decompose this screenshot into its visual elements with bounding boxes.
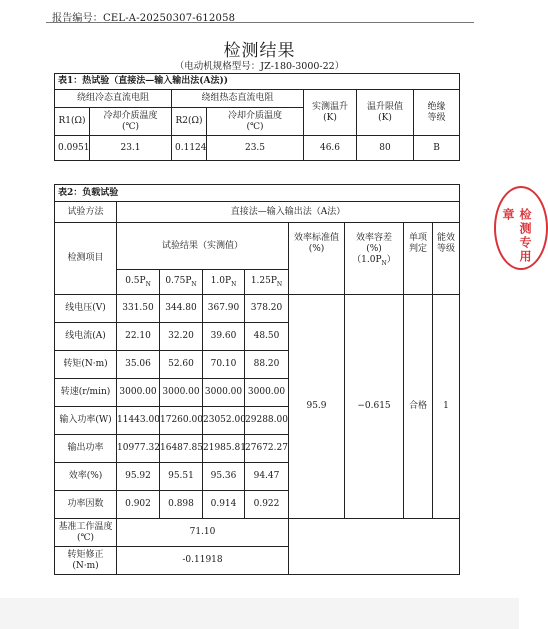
cell: 29288.00: [245, 407, 289, 435]
cell: 95.92: [117, 463, 160, 491]
cell: 378.20: [245, 295, 289, 323]
cell: 344.80: [160, 295, 203, 323]
table1-caption: 表1：热试验（直接法—输入输出法(A法)): [55, 74, 460, 90]
cell: 95.51: [160, 463, 203, 491]
cell: 32.20: [160, 323, 203, 351]
temp-rise-header: 实测温升 (K): [304, 90, 357, 136]
cell: 95.36: [203, 463, 245, 491]
hot-medium-header: 冷却介质温度 (℃): [207, 108, 304, 136]
insulation-value: B: [414, 136, 460, 161]
load-header: $1.25P_N$: [245, 270, 289, 295]
load-header: $0.5P_N$: [117, 270, 160, 295]
eff-std-header: 效率标准值 (%): [289, 223, 345, 295]
row-label: 转矩(N·m): [55, 351, 117, 379]
judgement-header: 单项 判定: [404, 223, 433, 295]
load-test-table: [54, 184, 460, 575]
load-header: $1.0P_N$: [203, 270, 245, 295]
cell: 88.20: [245, 351, 289, 379]
r1-header: R1(Ω): [55, 108, 90, 136]
cold-medium-header: 冷却介质温度 (℃): [90, 108, 172, 136]
row-label: 输入功率(W): [55, 407, 117, 435]
cell: 3000.00: [245, 379, 289, 407]
cell: 3000.00: [117, 379, 160, 407]
row-label: 转速(r/min): [55, 379, 117, 407]
cell: 21985.81: [203, 435, 245, 463]
table2-caption: 表2：负载试验: [55, 185, 460, 202]
grade-value: 1: [433, 295, 460, 519]
eff-tol-header: 效率容差 $(\%)(1.0P_N)$: [345, 223, 404, 295]
method-label: 试验方法: [55, 202, 117, 223]
item-label: 检测项目: [55, 223, 117, 295]
cell: 70.10: [203, 351, 245, 379]
cell: 0.914: [203, 491, 245, 519]
cell: 17260.00: [160, 407, 203, 435]
base-temp-value: 71.10: [117, 519, 289, 547]
cell: 3000.00: [160, 379, 203, 407]
cold-temp-value: 23.1: [90, 136, 172, 161]
r2-value: 0.1124: [172, 136, 207, 161]
cell: 52.60: [160, 351, 203, 379]
cell: 48.50: [245, 323, 289, 351]
seal-text: 检测专用章: [501, 208, 532, 264]
hot-resistance-group: 绕组热态直流电阻: [172, 90, 304, 108]
insulation-header: 绝缘 等级: [414, 90, 460, 136]
cell: 0.902: [117, 491, 160, 519]
cell: 0.898: [160, 491, 203, 519]
base-temp-label: 基准工作温度 (℃): [55, 519, 117, 547]
row-label: 线电流(A): [55, 323, 117, 351]
grade-header: 能效 等级: [433, 223, 460, 295]
cell: 94.47: [245, 463, 289, 491]
eff-tol-value: −0.615: [345, 295, 404, 519]
cell: 16487.85: [160, 435, 203, 463]
cell: 10977.32: [117, 435, 160, 463]
page-title: 检测结果: [223, 41, 296, 61]
temp-limit-header: 温升限值 (K): [357, 90, 414, 136]
inspection-seal: [494, 186, 548, 270]
results-label: 试验结果（实测值）: [117, 223, 289, 270]
cell: 39.60: [203, 323, 245, 351]
row-label: 输出功率: [55, 435, 117, 463]
torque-correction-label: 转矩修正 (N·m): [55, 547, 117, 575]
r2-header: R2(Ω): [172, 108, 207, 136]
torque-correction-value: -0.11918: [117, 547, 289, 575]
header-divider: [46, 22, 474, 23]
empty-block: [289, 519, 460, 575]
load-header: $0.75P_N$: [160, 270, 203, 295]
temp-rise-value: 46.6: [304, 136, 357, 161]
row-label: 效率(%): [55, 463, 117, 491]
report-number: 报告编号：CEL-A-20250307-612058: [52, 13, 236, 24]
cell: 11443.00: [117, 407, 160, 435]
cell: 22.10: [117, 323, 160, 351]
temp-limit-value: 80: [357, 136, 414, 161]
eff-std-value: 95.9: [289, 295, 345, 519]
row-label: 功率因数: [55, 491, 117, 519]
cell: 331.50: [117, 295, 160, 323]
judgement-value: 合格: [404, 295, 433, 519]
cell: 35.06: [117, 351, 160, 379]
cell: 3000.00: [203, 379, 245, 407]
r1-value: 0.0951: [55, 136, 90, 161]
hot-temp-value: 23.5: [207, 136, 304, 161]
cold-resistance-group: 绕组冷态直流电阻: [55, 90, 172, 108]
cell: 27672.27: [245, 435, 289, 463]
heat-test-table: [54, 73, 460, 161]
cell: 23052.00: [203, 407, 245, 435]
method-value: 直接法—输入输出法（A法）: [117, 202, 460, 223]
page-footer-band: [0, 598, 519, 629]
cell: 0.922: [245, 491, 289, 519]
page-subtitle: （电动机规格型号：JZ-180-3000-22）: [174, 61, 345, 72]
row-label: 线电压(V): [55, 295, 117, 323]
cell: 367.90: [203, 295, 245, 323]
